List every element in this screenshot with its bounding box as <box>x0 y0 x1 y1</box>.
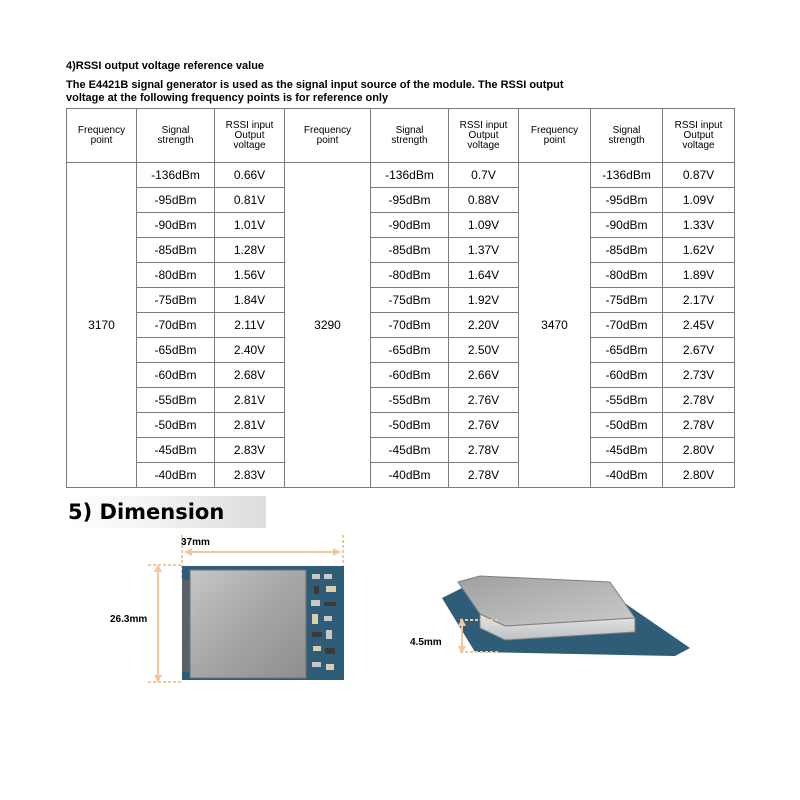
signal-strength-cell: -75dBm <box>137 288 215 313</box>
signal-strength-cell: -45dBm <box>137 438 215 463</box>
frequency-point-header-line: Frequency <box>303 124 352 136</box>
rssi-voltage-cell: 2.76V <box>449 388 519 413</box>
table-row <box>67 388 735 413</box>
frequency-point-cell: 3290 <box>285 163 371 488</box>
rssi-voltage-header-line: voltage <box>233 139 266 151</box>
rssi-voltage-header-line: voltage <box>467 139 500 151</box>
rssi-voltage-cell: 2.81V <box>215 388 285 413</box>
signal-strength-cell: -70dBm <box>591 313 663 338</box>
rssi-voltage-cell: 0.88V <box>449 188 519 213</box>
frequency-point-cell: 3170 <box>67 163 137 488</box>
rssi-voltage-cell: 0.87V <box>663 163 735 188</box>
signal-strength-cell: -85dBm <box>137 238 215 263</box>
rssi-voltage-cell: 2.40V <box>215 338 285 363</box>
table-row <box>67 338 735 363</box>
table-row <box>67 463 735 488</box>
signal-strength-cell: -90dBm <box>371 213 449 238</box>
rssi-voltage-cell: 2.83V <box>215 463 285 488</box>
rssi-voltage-cell: 2.83V <box>215 438 285 463</box>
rssi-voltage-cell: 0.7V <box>449 163 519 188</box>
signal-strength-cell: -55dBm <box>137 388 215 413</box>
table-row <box>67 213 735 238</box>
signal-strength-cell: -136dBm <box>137 163 215 188</box>
signal-strength-cell: -60dBm <box>591 363 663 388</box>
table-row <box>67 438 735 463</box>
section-4-intro <box>66 79 666 105</box>
rssi-voltage-cell: 1.89V <box>663 263 735 288</box>
rssi-voltage-header-line: RSSI input <box>674 119 723 131</box>
rssi-voltage-header-line: RSSI input <box>225 119 274 131</box>
rssi-voltage-header <box>663 109 735 163</box>
signal-strength-cell: -55dBm <box>591 388 663 413</box>
rssi-reference-table <box>66 108 735 488</box>
table-row <box>67 188 735 213</box>
table-row <box>67 413 735 438</box>
rssi-voltage-cell: 1.84V <box>215 288 285 313</box>
rssi-voltage-cell: 2.78V <box>449 438 519 463</box>
frequency-point-header <box>285 109 371 163</box>
signal-strength-header-line: strength <box>608 134 645 146</box>
intro-line-1: The E4421B signal generator is used as the signal input source of the module. The RSSI output <box>66 79 564 91</box>
signal-strength-cell: -75dBm <box>591 288 663 313</box>
rssi-voltage-cell: 1.28V <box>215 238 285 263</box>
signal-strength-cell: -85dBm <box>371 238 449 263</box>
frequency-point-header <box>67 109 137 163</box>
signal-strength-cell: -70dBm <box>371 313 449 338</box>
signal-strength-cell: -45dBm <box>591 438 663 463</box>
frequency-point-header-line: point <box>543 134 566 146</box>
signal-strength-cell: -85dBm <box>591 238 663 263</box>
signal-strength-cell: -40dBm <box>371 463 449 488</box>
signal-strength-cell: -60dBm <box>137 363 215 388</box>
table-row <box>67 288 735 313</box>
frequency-point-header-line: point <box>90 134 113 146</box>
rssi-voltage-cell: 1.37V <box>449 238 519 263</box>
signal-strength-header <box>371 109 449 163</box>
signal-strength-cell: -136dBm <box>591 163 663 188</box>
rssi-voltage-cell: 2.78V <box>449 463 519 488</box>
thickness-arrow-bottom <box>458 646 466 654</box>
rssi-voltage-cell: 1.64V <box>449 263 519 288</box>
signal-strength-header-line: Signal <box>612 124 641 136</box>
signal-strength-cell: -65dBm <box>591 338 663 363</box>
rssi-voltage-cell: 2.45V <box>663 313 735 338</box>
rssi-voltage-cell: 2.76V <box>449 413 519 438</box>
height-label: 26.3mm <box>110 614 148 625</box>
rssi-voltage-cell: 0.81V <box>215 188 285 213</box>
signal-strength-header <box>137 109 215 163</box>
rssi-voltage-cell: 2.78V <box>663 388 735 413</box>
signal-strength-cell: -80dBm <box>591 263 663 288</box>
rssi-voltage-cell: 2.66V <box>449 363 519 388</box>
rssi-voltage-cell: 1.62V <box>663 238 735 263</box>
rssi-voltage-cell: 2.67V <box>663 338 735 363</box>
frequency-point-header-line: point <box>316 134 339 146</box>
signal-strength-cell: -136dBm <box>371 163 449 188</box>
thickness-label: 4.5mm <box>410 637 442 648</box>
signal-strength-cell: -65dBm <box>137 338 215 363</box>
signal-strength-cell: -55dBm <box>371 388 449 413</box>
rssi-voltage-header-line: Output <box>683 129 714 141</box>
rssi-voltage-header-line: Output <box>468 129 499 141</box>
rssi-voltage-header-line: RSSI input <box>459 119 508 131</box>
signal-strength-cell: -95dBm <box>591 188 663 213</box>
signal-strength-cell: -50dBm <box>371 413 449 438</box>
rssi-voltage-cell: 2.81V <box>215 413 285 438</box>
rssi-voltage-cell: 2.73V <box>663 363 735 388</box>
rssi-voltage-header-line: voltage <box>682 139 715 151</box>
rssi-voltage-header-line: Output <box>234 129 265 141</box>
rssi-voltage-cell: 2.11V <box>215 313 285 338</box>
table-body <box>67 163 735 488</box>
rssi-voltage-cell: 2.17V <box>663 288 735 313</box>
rssi-voltage-header <box>215 109 285 163</box>
signal-strength-cell: -80dBm <box>371 263 449 288</box>
width-arrow-left <box>184 548 192 556</box>
signal-strength-header <box>591 109 663 163</box>
signal-strength-cell: -95dBm <box>137 188 215 213</box>
table-row <box>67 238 735 263</box>
table-row <box>67 163 735 188</box>
rssi-voltage-cell: 1.01V <box>215 213 285 238</box>
signal-strength-header-line: strength <box>391 134 428 146</box>
rssi-voltage-cell: 2.50V <box>449 338 519 363</box>
signal-strength-cell: -90dBm <box>137 213 215 238</box>
rssi-voltage-header <box>449 109 519 163</box>
rssi-voltage-cell: 1.92V <box>449 288 519 313</box>
rssi-voltage-cell: 2.20V <box>449 313 519 338</box>
module-top-view <box>100 530 360 695</box>
signal-strength-cell: -50dBm <box>137 413 215 438</box>
signal-strength-cell: -40dBm <box>137 463 215 488</box>
signal-strength-header-line: Signal <box>395 124 424 136</box>
pcb-left-edge <box>182 580 190 672</box>
section-4-heading: 4)RSSI output voltage reference value <box>66 60 265 72</box>
signal-strength-cell: -90dBm <box>591 213 663 238</box>
module-side-view <box>400 560 700 670</box>
rssi-voltage-cell: 2.68V <box>215 363 285 388</box>
signal-strength-cell: -80dBm <box>137 263 215 288</box>
frequency-point-cell: 3470 <box>519 163 591 488</box>
frequency-point-header <box>519 109 591 163</box>
signal-strength-cell: -75dBm <box>371 288 449 313</box>
width-label: 37mm <box>181 537 210 548</box>
table-row <box>67 313 735 338</box>
rssi-voltage-cell: 1.09V <box>663 188 735 213</box>
intro-line-2: voltage at the following frequency points is for reference only <box>66 92 389 104</box>
width-arrow-right <box>333 548 341 556</box>
rssi-voltage-cell: 2.80V <box>663 438 735 463</box>
section-5-heading: 5) Dimension <box>68 500 225 524</box>
signal-strength-cell: -95dBm <box>371 188 449 213</box>
frequency-point-header-line: Frequency <box>77 124 126 136</box>
signal-strength-header-line: Signal <box>161 124 190 136</box>
table-header-row <box>67 109 735 163</box>
table-row <box>67 263 735 288</box>
shield-can <box>190 570 306 678</box>
table-row <box>67 363 735 388</box>
signal-strength-cell: -50dBm <box>591 413 663 438</box>
rssi-voltage-cell: 2.78V <box>663 413 735 438</box>
rssi-voltage-cell: 1.33V <box>663 213 735 238</box>
rssi-voltage-cell: 1.56V <box>215 263 285 288</box>
signal-strength-cell: -60dBm <box>371 363 449 388</box>
rssi-voltage-cell: 0.66V <box>215 163 285 188</box>
rssi-voltage-cell: 1.09V <box>449 213 519 238</box>
signal-strength-cell: -45dBm <box>371 438 449 463</box>
signal-strength-cell: -65dBm <box>371 338 449 363</box>
frequency-point-header-line: Frequency <box>530 124 579 136</box>
signal-strength-cell: -40dBm <box>591 463 663 488</box>
rssi-voltage-cell: 2.80V <box>663 463 735 488</box>
signal-strength-cell: -70dBm <box>137 313 215 338</box>
signal-strength-header-line: strength <box>157 134 194 146</box>
